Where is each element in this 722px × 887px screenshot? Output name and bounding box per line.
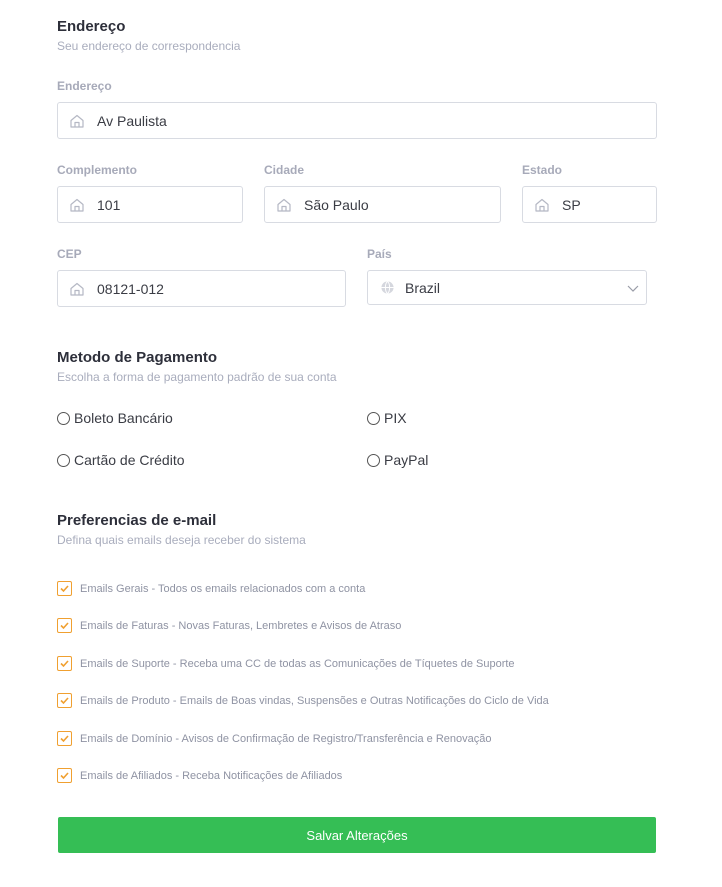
estado-value: SP: [562, 196, 581, 213]
complemento-field[interactable]: [57, 186, 243, 223]
home-icon: [69, 113, 85, 129]
pais-select[interactable]: [367, 270, 647, 305]
cep-field[interactable]: [57, 270, 346, 307]
checkbox[interactable]: [57, 731, 72, 746]
cep-label: CEP: [57, 247, 82, 261]
email-pref-label: Emails Gerais - Todos os emails relacionados com a conta: [80, 582, 366, 595]
endereco-label: Endereço: [57, 79, 112, 93]
pais-label: País: [367, 247, 392, 261]
email-pref-label: Emails de Suporte - Receba uma CC de todas as Comunicações de Tíquetes de Suporte: [80, 657, 515, 670]
pais-value: Brazil: [405, 279, 441, 296]
checkmark-icon: [59, 733, 70, 744]
save-button[interactable]: Salvar Alterações: [58, 817, 656, 853]
checkbox[interactable]: [57, 693, 72, 708]
radio-circle[interactable]: [367, 454, 380, 467]
radio-label: Boleto Bancário: [74, 410, 173, 426]
checkbox[interactable]: [57, 618, 72, 633]
estado-field[interactable]: [522, 186, 657, 223]
email-pref-item[interactable]: [57, 693, 549, 708]
email-pref-item[interactable]: [57, 581, 365, 596]
endereco-value: Av Paulista: [97, 112, 167, 129]
complemento-value: 101: [97, 196, 121, 213]
address-section-title: Endereço: [57, 18, 126, 35]
checkmark-icon: [59, 658, 70, 669]
home-icon: [276, 197, 292, 213]
email-pref-label: Emails de Domínio - Avisos de Confirmação de Registro/Transferência e Renovação: [80, 732, 492, 745]
checkbox[interactable]: [57, 581, 72, 596]
email-pref-item[interactable]: [57, 768, 342, 783]
checkbox[interactable]: [57, 768, 72, 783]
radio-pix[interactable]: [367, 410, 407, 426]
home-icon: [534, 197, 550, 213]
complemento-label: Complemento: [57, 163, 138, 177]
home-icon: [69, 197, 85, 213]
endereco-field[interactable]: [57, 102, 657, 139]
payment-section-subtitle: Escolha a forma de pagamento padrão de sua conta: [57, 370, 337, 384]
payment-section-title: Metodo de Pagamento: [57, 349, 218, 366]
email-pref-item[interactable]: [57, 656, 515, 671]
radio-cartao[interactable]: [57, 452, 185, 468]
email-section-title: Preferencias de e-mail: [57, 512, 217, 529]
checkmark-icon: [59, 770, 70, 781]
radio-label: Cartão de Crédito: [74, 452, 185, 468]
checkbox[interactable]: [57, 656, 72, 671]
email-pref-item[interactable]: [57, 618, 401, 633]
cep-value: 08121-012: [97, 280, 164, 297]
globe-icon: [379, 280, 395, 296]
email-section-subtitle: Defina quais emails deseja receber do sistema: [57, 533, 306, 547]
checkmark-icon: [59, 695, 70, 706]
checkmark-icon: [59, 620, 70, 631]
radio-paypal[interactable]: [367, 452, 428, 468]
cidade-field[interactable]: [264, 186, 501, 223]
email-pref-label: Emails de Afiliados - Receba Notificações de Afiliados: [80, 769, 343, 782]
radio-circle[interactable]: [367, 412, 380, 425]
radio-circle[interactable]: [57, 412, 70, 425]
checkmark-icon: [59, 583, 70, 594]
cidade-label: Cidade: [264, 163, 305, 177]
estado-label: Estado: [522, 163, 563, 177]
radio-label: PIX: [384, 410, 407, 426]
radio-label: PayPal: [384, 452, 429, 468]
email-pref-item[interactable]: [57, 731, 491, 746]
radio-circle[interactable]: [57, 454, 70, 467]
radio-boleto[interactable]: [57, 410, 173, 426]
chevron-down-icon: [626, 281, 640, 295]
address-section-subtitle: Seu endereço de correspondencia: [57, 39, 241, 53]
email-pref-label: Emails de Faturas - Novas Faturas, Lembretes e Avisos de Atraso: [80, 619, 402, 632]
home-icon: [69, 281, 85, 297]
email-pref-label: Emails de Produto - Emails de Boas vindas, Suspensões e Outras Notificações do Ciclo de Vida: [80, 694, 549, 707]
cidade-value: São Paulo: [304, 196, 369, 213]
